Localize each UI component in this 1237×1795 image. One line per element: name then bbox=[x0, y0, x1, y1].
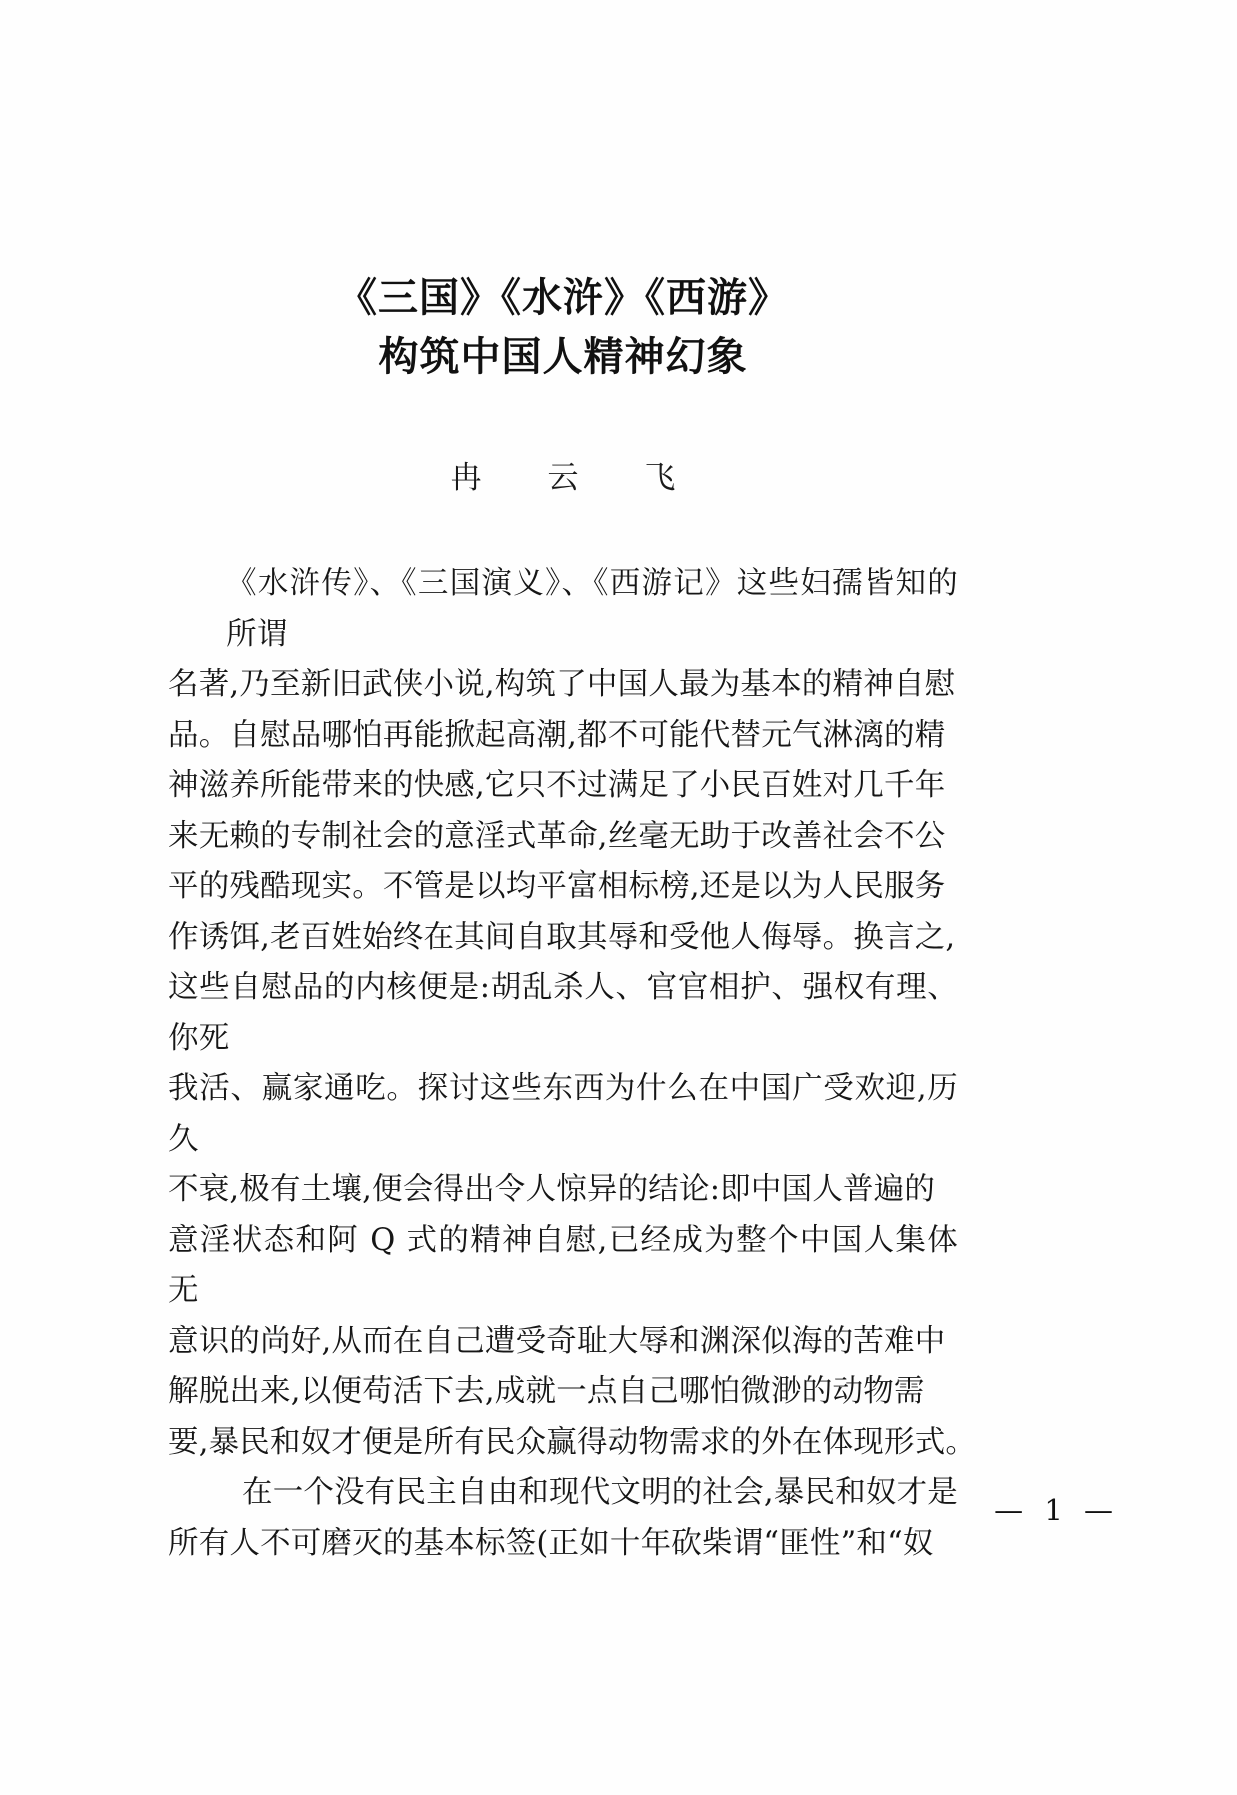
line-text: 要,暴民和奴才便是所有民众赢得动物需求的外在体现形式。 bbox=[168, 1424, 977, 1460]
line-text: 平的残酷现实。不管是以均平富相标榜,还是以为人民服务 bbox=[168, 869, 946, 905]
text-line bbox=[168, 761, 958, 812]
line-text: 所有人不可磨灭的基本标签(正如十年砍柴谓“匪性”和“奴 bbox=[168, 1525, 934, 1561]
line-text: 意识的尚好,从而在自己遭受奇耻大辱和渊深似海的苦难中 bbox=[168, 1323, 946, 1359]
author-name: 冉 云 飞 bbox=[450, 460, 704, 497]
line-text: 这些自慰品的内核便是:胡乱杀人、官官相护、强权有理、你死 bbox=[168, 970, 958, 1056]
text-line bbox=[168, 1165, 958, 1216]
text-line bbox=[168, 1519, 958, 1570]
text-line bbox=[168, 1468, 958, 1519]
text-line bbox=[168, 711, 958, 762]
paragraph-indent bbox=[168, 1468, 229, 1519]
author-block bbox=[168, 452, 958, 497]
line-text: 在一个没有民主自由和现代文明的社会,暴民和奴才是 bbox=[242, 1475, 958, 1511]
page-content bbox=[168, 0, 977, 1569]
text-line bbox=[168, 1317, 958, 1368]
line-text: 来无赖的专制社会的意淫式革命,丝毫无助于改善社会不公 bbox=[168, 818, 946, 854]
line-text: 作诱饵,老百姓始终在其间自取其辱和受他人侮辱。换言之, bbox=[168, 919, 956, 955]
line-text: 意淫状态和阿 Q 式的精神自慰,已经成为整个中国人集体无 bbox=[168, 1222, 958, 1309]
paragraph-2 bbox=[168, 1468, 958, 1569]
text-line bbox=[168, 660, 958, 711]
text-line bbox=[168, 862, 958, 913]
text-line bbox=[168, 1216, 958, 1317]
line-text: 不衰,极有土壤,便会得出令人惊异的结论:即中国人普遍的 bbox=[168, 1172, 936, 1208]
text-line bbox=[168, 1064, 958, 1165]
text-line bbox=[168, 559, 958, 660]
line-text: 《水浒传》、《三国演义》、《西游记》这些妇孺皆知的所谓 bbox=[226, 566, 958, 652]
line-text: 解脱出来,以便苟活下去,成就一点自己哪怕微渺的动物需 bbox=[168, 1374, 925, 1410]
text-line bbox=[168, 963, 958, 1064]
article-body bbox=[168, 559, 977, 1569]
paragraph-indent bbox=[168, 559, 226, 660]
paragraph-1 bbox=[168, 559, 977, 1468]
line-text: 神滋养所能带来的快感,它只不过满足了小民百姓对几千年 bbox=[168, 768, 946, 804]
text-line bbox=[168, 913, 958, 964]
article-title bbox=[168, 268, 958, 386]
title-line-2: 构筑中国人精神幻象 bbox=[378, 333, 748, 381]
text-line bbox=[168, 1367, 958, 1418]
line-text: 我活、赢家通吃。探讨这些东西为什么在中国广受欢迎,历久 bbox=[168, 1071, 958, 1157]
line-text: 名著,乃至新旧武侠小说,构筑了中国人最为基本的精神自慰 bbox=[168, 667, 956, 703]
line-text: 品。自慰品哪怕再能掀起高潮,都不可能代替元气淋漓的精 bbox=[168, 717, 946, 753]
text-line bbox=[168, 812, 958, 863]
text-line bbox=[168, 1418, 977, 1469]
page-number: — 1 — bbox=[994, 1493, 1119, 1527]
title-line-1: 《三国》《水浒》《西游》 bbox=[337, 274, 789, 321]
